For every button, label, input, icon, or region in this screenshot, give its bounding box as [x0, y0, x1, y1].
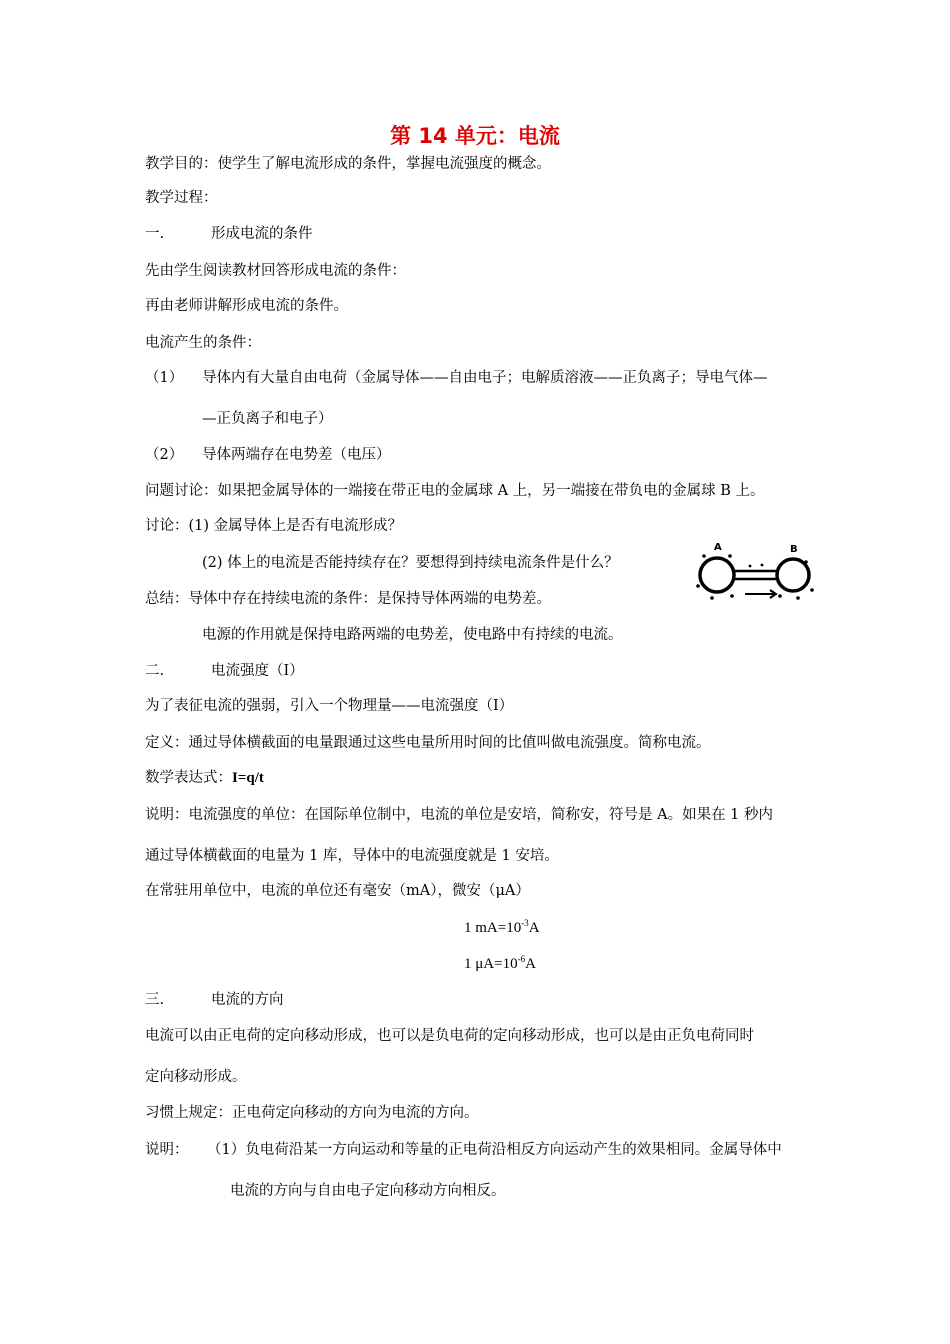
direction-note-label: 说明： — [145, 1142, 189, 1158]
summary: 总结：导体中存在持续电流的条件：是保持导体两端的电势差。 — [145, 591, 551, 607]
condition-1-continuation: —正负离子和电子） — [202, 411, 333, 427]
formula-milliampere-exponent: -3 — [521, 918, 529, 928]
direction-note-text: （1）负电荷沿某一方向运动和等量的正电荷沿相反方向运动产生的效果相同。金属导体中 — [207, 1142, 782, 1158]
formula-milliampere-base: 1 mA=10 — [464, 920, 522, 936]
paragraph-teacher-explain: 再由老师讲解形成电流的条件。 — [145, 298, 348, 314]
formula-i-q-t: I=q/t — [232, 770, 264, 786]
condition-2-text: 导体两端存在电势差（电压） — [202, 447, 391, 463]
condition-1-number: （1） — [145, 370, 184, 386]
sphere-b-label: B — [790, 544, 798, 555]
unit-explanation: 说明：电流强度的单位：在国际单位制中，电流的单位是安培，简称安，符号是 A。如果在 1 秒内 — [145, 807, 774, 823]
charged-spheres-figure — [690, 538, 820, 608]
formula-microampere-base: 1 μA=10 — [464, 956, 518, 972]
problem-discussion: 问题讨论：如果把金属导体的一端接在带正电的金属球 A 上，另一端接在带负电的金属球 B 上。 — [145, 483, 765, 499]
formula-microampere — [464, 954, 536, 974]
section-1-heading — [145, 224, 313, 244]
section-2-heading — [145, 661, 304, 681]
definition: 定义：通过导体横截面的电量跟通过这些电量所用时间的比值叫做电流强度。简称电流。 — [145, 735, 711, 751]
section-3-title: 电流的方向 — [211, 992, 284, 1008]
formula-milliampere — [464, 918, 540, 938]
section-2-title: 电流强度（I） — [211, 663, 304, 679]
section-3-heading — [145, 990, 284, 1010]
section-1-title: 形成电流的条件 — [211, 226, 313, 242]
sphere-b — [777, 559, 809, 591]
discussion-1 — [145, 516, 402, 536]
discussion-2: (2) 体上的电流是否能持续存在？要想得到持续电流条件是什么？ — [202, 555, 619, 571]
sphere-a-label: A — [714, 542, 722, 553]
direction-convention: 习惯上规定：正电荷定向移动的方向为电流的方向。 — [145, 1105, 479, 1121]
formula-milliampere-unit: A — [528, 920, 540, 936]
teaching-process-label: 教学过程： — [145, 190, 218, 206]
math-expression-label: 数学表达式： — [145, 770, 232, 786]
formula-microampere-exponent: -6 — [517, 954, 526, 964]
teaching-goal: 教学目的：使学生了解电流形成的条件，掌握电流强度的概念。 — [145, 156, 551, 172]
current-arrow-icon — [745, 590, 776, 598]
page-title: 第 14 单元：电流 — [390, 124, 560, 148]
power-source-role: 电源的作用就是保持电路两端的电势差，使电路中有持续的电流。 — [202, 627, 623, 643]
discussion-label: 讨论： — [145, 518, 189, 534]
paragraph-student-reading: 先由学生阅读教材回答形成电流的条件： — [145, 263, 406, 279]
math-expression — [145, 768, 264, 788]
conditions-label: 电流产生的条件： — [145, 335, 261, 351]
section-3-number: 三. — [145, 992, 165, 1008]
section-2-number: 二. — [145, 663, 165, 679]
condition-1-text: 导体内有大量自由电荷（金属导体——自由电子；电解质溶液——正负离子；导电气体— — [202, 370, 768, 386]
direction-note — [145, 1140, 782, 1160]
direction-explanation: 电流可以由正电荷的定向移动形成，也可以是负电荷的定向移动形成，也可以是由正负电荷同时 — [145, 1028, 754, 1044]
condition-1 — [145, 368, 768, 388]
condition-2 — [145, 445, 391, 465]
sphere-a — [700, 558, 734, 592]
section-1-number: 一. — [145, 226, 165, 242]
common-units: 在常驻用单位中，电流的单位还有毫安（mA），微安（μA） — [145, 883, 530, 899]
direction-note-continued: 电流的方向与自由电子定向移动方向相反。 — [230, 1183, 506, 1199]
direction-explanation-continued: 定向移动形成。 — [145, 1069, 247, 1085]
paragraph-intro-current: 为了表征电流的强弱，引入一个物理量——电流强度（I） — [145, 698, 514, 714]
condition-2-number: （2） — [145, 447, 184, 463]
discussion-1-text: (1) 金属导体上是否有电流形成？ — [188, 518, 403, 534]
formula-microampere-unit: A — [525, 956, 536, 972]
unit-explanation-continued: 通过导体横截面的电量为 1 库，导体中的电流强度就是 1 安培。 — [145, 848, 559, 864]
